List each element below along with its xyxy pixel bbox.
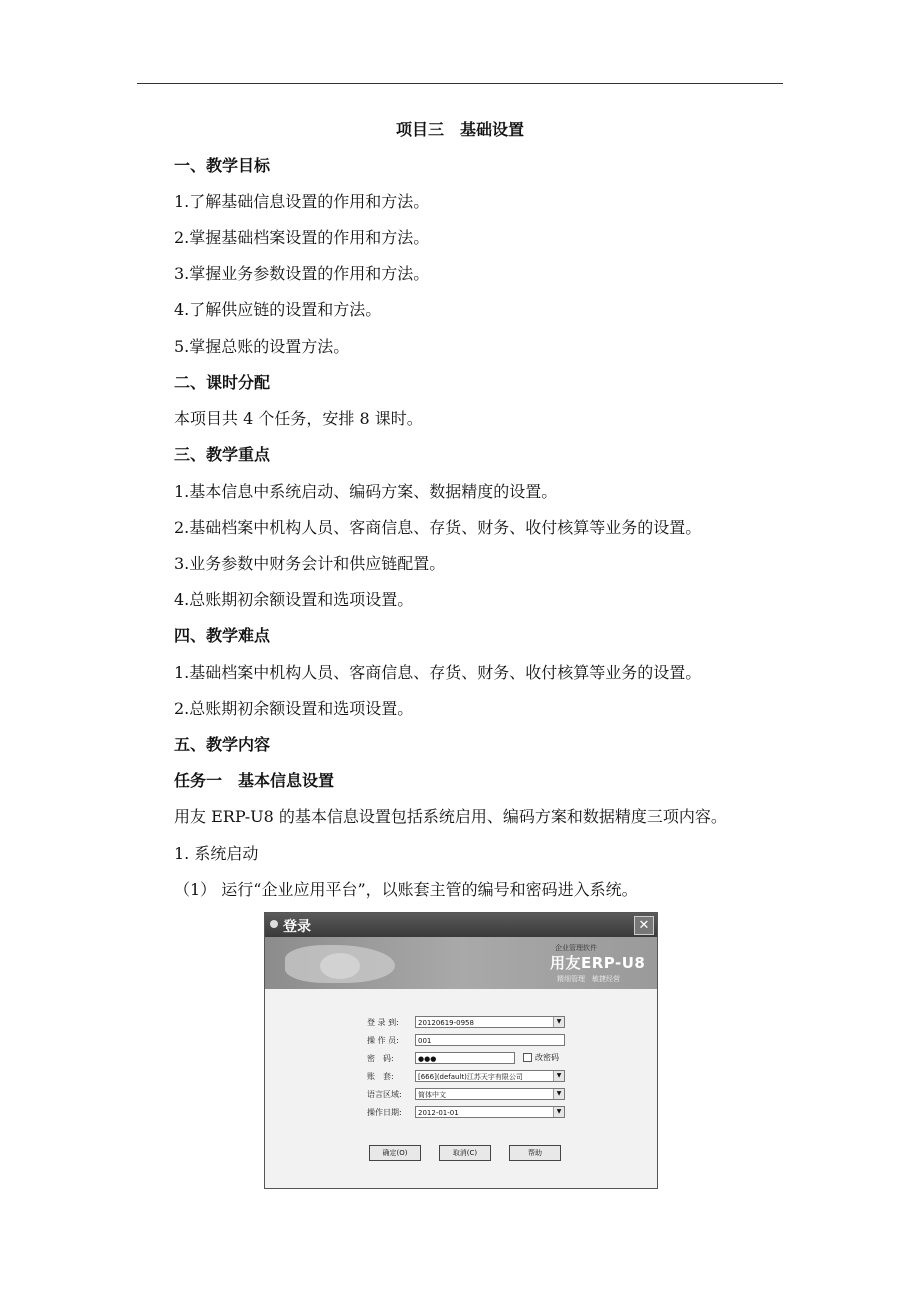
goal-item: 2.掌握基础档案设置的作用和方法。	[174, 228, 430, 247]
change-password-label: 改密码	[535, 1053, 559, 1062]
section-heading: 二、课时分配	[174, 373, 271, 392]
help-button[interactable]: 帮助	[509, 1145, 561, 1161]
header-rule	[137, 83, 783, 84]
close-icon[interactable]: ✕	[634, 916, 654, 935]
operator-value: 001	[418, 1037, 432, 1045]
section-heading: 五、教学内容	[174, 735, 271, 754]
step-text: （1） 运行“企业应用平台”，以账套主管的编号和密码进入系统。	[174, 880, 638, 899]
section-heading: 三、教学重点	[174, 445, 271, 464]
language-value: 简体中文	[418, 1091, 446, 1099]
goal-item: 4.了解供应链的设置和方法。	[174, 300, 382, 319]
chevron-down-icon[interactable]: ▼	[553, 1071, 564, 1081]
server-select[interactable]	[415, 1016, 565, 1028]
section-heading: 四、教学难点	[174, 626, 271, 645]
account-select[interactable]	[415, 1070, 565, 1082]
password-label: 密 码:	[367, 1054, 394, 1063]
server-label: 登 录 到:	[367, 1018, 399, 1027]
dialog-banner	[265, 937, 657, 989]
password-input[interactable]	[415, 1052, 515, 1064]
cancel-button[interactable]: 取消(C)	[439, 1145, 491, 1161]
key-item: 4.总账期初余额设置和选项设置。	[174, 590, 414, 609]
ok-button[interactable]: 确定(O)	[369, 1145, 421, 1161]
key-item: 3.业务参数中财务会计和供应链配置。	[174, 554, 446, 573]
operator-label: 操 作 员:	[367, 1036, 399, 1045]
password-value: ●●●	[418, 1055, 437, 1063]
change-password-checkbox[interactable]	[523, 1053, 532, 1062]
brand-caption: 企业管理软件	[555, 944, 597, 952]
world-map-graphic	[320, 953, 360, 979]
chevron-down-icon[interactable]: ▼	[553, 1017, 564, 1027]
date-value: 2012-01-01	[418, 1109, 459, 1117]
paragraph: 用友 ERP-U8 的基本信息设置包括系统启用、编码方案和数据精度三项内容。	[174, 807, 727, 826]
difficulty-item: 2.总账期初余额设置和选项设置。	[174, 699, 414, 718]
section-heading: 一、教学目标	[174, 156, 271, 175]
page-title: 项目三 基础设置	[395, 120, 524, 139]
account-label: 账 套:	[367, 1072, 394, 1081]
difficulty-item: 1.基础档案中机构人员、客商信息、存货、财务、收付核算等业务的设置。	[174, 663, 702, 682]
dialog-titlebar	[265, 913, 657, 937]
brand-slogan: 精细管理 敏捷经营	[557, 975, 620, 983]
app-logo-icon	[270, 920, 278, 928]
language-label: 语言区域:	[367, 1090, 402, 1099]
goal-item: 1.了解基础信息设置的作用和方法。	[174, 192, 430, 211]
server-value: 20120619-0958	[418, 1019, 474, 1027]
login-dialog	[264, 912, 658, 1189]
chevron-down-icon[interactable]: ▼	[553, 1107, 564, 1117]
operator-input[interactable]	[415, 1034, 565, 1046]
key-item: 2.基础档案中机构人员、客商信息、存货、财务、收付核算等业务的设置。	[174, 518, 702, 537]
brand-logo: 用友ERP-U8	[550, 954, 646, 972]
chevron-down-icon[interactable]: ▼	[553, 1089, 564, 1099]
key-item: 1.基本信息中系统启动、编码方案、数据精度的设置。	[174, 482, 558, 501]
dialog-title: 登录	[283, 919, 311, 935]
language-select[interactable]	[415, 1088, 565, 1100]
date-label: 操作日期:	[367, 1108, 402, 1117]
item-heading: 1. 系统启动	[174, 844, 259, 863]
paragraph: 本项目共 4 个任务，安排 8 课时。	[174, 409, 423, 428]
account-value: [666](default)江苏天宇有限公司	[418, 1073, 523, 1081]
goal-item: 3.掌握业务参数设置的作用和方法。	[174, 264, 430, 283]
task-heading: 任务一 基本信息设置	[174, 771, 335, 790]
date-select[interactable]	[415, 1106, 565, 1118]
goal-item: 5.掌握总账的设置方法。	[174, 337, 350, 356]
